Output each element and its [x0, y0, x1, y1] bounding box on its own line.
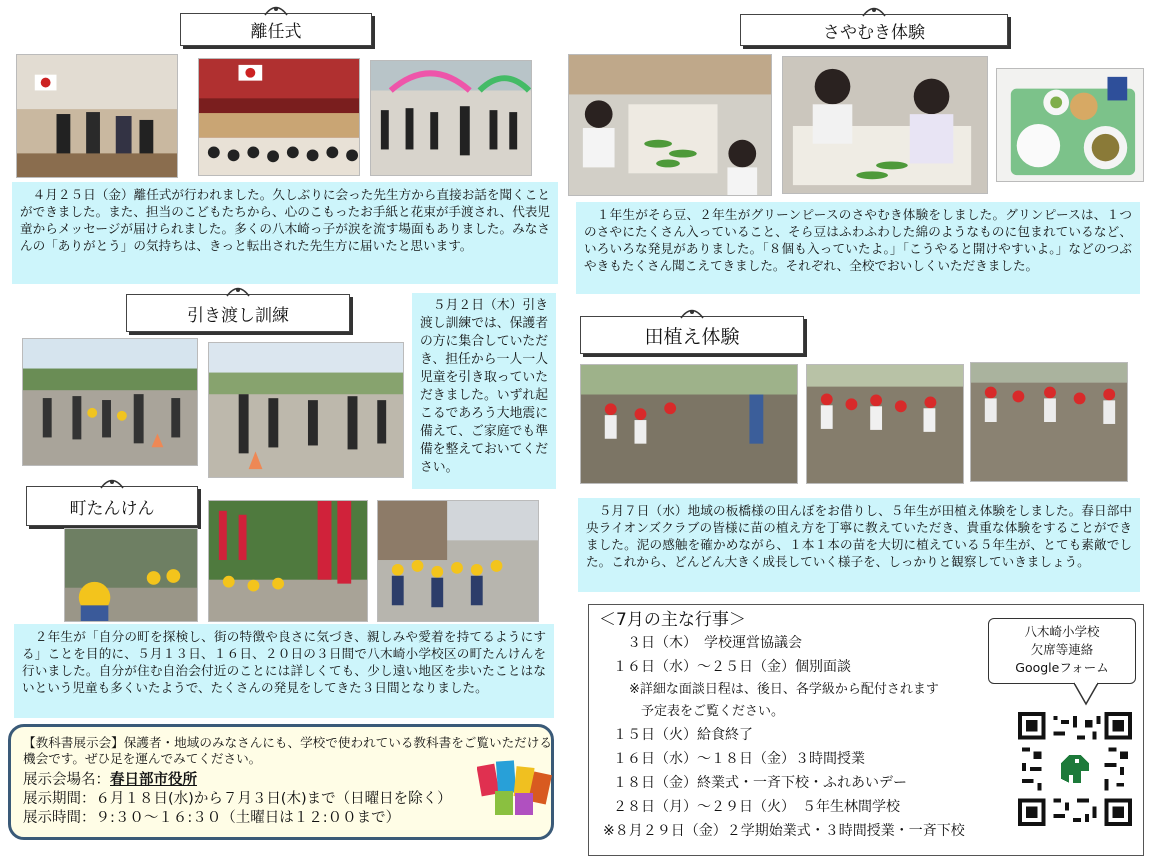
photo-town-1 [64, 528, 198, 622]
textbook-heading: 【教科書展示会】 [23, 735, 124, 750]
clip-icon [261, 4, 291, 16]
textbook-box [8, 724, 554, 840]
event-item: ※８月２９日（金）２学期始業式・３時間授業・一斉下校 [603, 823, 965, 839]
bubble-tail-icon [1072, 682, 1102, 706]
photo-rice-planting-2 [806, 364, 964, 484]
event-item: １８日（金）終業式・一斉下校・ふれあいデー [613, 775, 907, 791]
photo-town-3 [377, 500, 539, 622]
events-title: ＜7月の主な行事＞ [599, 610, 746, 630]
clip-icon [97, 477, 127, 489]
event-item: ２８日（月）～２９日（火） ５年生林間学校 [613, 799, 900, 815]
photo-school-lunch [996, 68, 1144, 182]
photo-town-2 [208, 500, 368, 622]
textbook-illustration-icon [477, 757, 553, 817]
photo-farewell-2 [198, 58, 360, 176]
textbook-period: 展示期間：６月１８日(水)から７月３日(木)まで（日曜日を除く） [23, 791, 452, 807]
qr-line: 欠席等連絡 [1030, 642, 1094, 657]
section-title-text: 町たんけん [69, 498, 155, 519]
qr-line: Googleフォーム [1015, 660, 1109, 675]
photo-rice-planting-1 [580, 364, 798, 484]
text-rininshiki: ４月２５日（金）離任式が行われました。久しぶりに会った先生方から直接お話を聞くことができました。また、担当のこどもたちから、心のこもったお手紙と花束が手渡され、代表児童からメッセージが届けられました。多くの八木崎っ子が涙を流す場面もありました。みなさんの「ありがとう」の気持ちは、きっと転出された先生方に届いたと思います。 [12, 182, 558, 284]
photo-shelling-2 [782, 56, 988, 194]
event-item: 予定表をご覧ください。 [641, 704, 785, 719]
qr-code-icon[interactable] [1018, 712, 1132, 826]
textbook-hours: 展示時間：９:３０～１６:３０（土曜日は１２:００まで） [23, 810, 401, 826]
text-machitanken: ２年生が「自分の町を探検し、街の特徴や良さに気づき、親しみや愛着を持てるようにする」ことを目的に、５月１３日、１６日、２０日の３日間で八木崎小学校区の町たんけんを行いました。自分が住む自治会付近のことには詳しくても、少し遠い地区を歩いたことはないという児童も多くいたようで、たくさんの発見をしてきた３日間となりました。 [14, 624, 554, 718]
section-title-text: さやむき体験 [823, 22, 925, 43]
textbook-intro: 保護者・地域のみなさんにも、学校で使われている教科書をご覧いただける機会です。ぜひ足を運んでみてください。 [23, 735, 552, 766]
text-taue: ５月７日（水）地域の板橋様の田んぼをお借りし、５年生が田植え体験をしました。春日部中央ライオンズクラブの皆様に苗の植え方を丁寧に教えていただき、貴重な体験をすることができました。泥の感触を確かめながら、１本１本の苗を大切に植えている５年生が、とても素敵でした。これから、どんどん大きく成長していく様子を、しっかりと観察していきましょう。 [578, 498, 1140, 592]
section-title-rininshiki [180, 13, 372, 46]
textbook-intro-row [23, 735, 553, 767]
clip-icon [859, 5, 889, 17]
text-sayamuki: １年生がそら豆、２年生がグリーンピースのさやむき体験をしました。グリンピースは、１つのさやにたくさん入っていること、そら豆はふわふわした綿のようなものに包まれているなど、いろいろな発見がありました。「８個も入っていたよ。」「こうやると開けやすいよ。」などのつぶやきもたくさん聞こえてきました。それぞれ、全校でおいしくいただきました。 [576, 202, 1140, 294]
section-title-sayamuki [740, 14, 1008, 46]
event-item: １６日（水）～２５日（金）個別面談 [613, 659, 851, 675]
photo-handover-1 [22, 338, 198, 466]
photo-shelling-1 [568, 54, 772, 196]
qr-line: 八木崎小学校 [1024, 624, 1100, 639]
section-title-text: 田植え体験 [644, 325, 740, 348]
photo-handover-2 [208, 342, 404, 478]
section-title-text: 引き渡し訓練 [187, 305, 289, 326]
qr-speech-bubble [988, 618, 1136, 684]
event-item: ３日（木） 学校運営協議会 [627, 635, 802, 651]
photo-farewell-1 [16, 54, 178, 178]
textbook-venue-label: 展示会場名： [23, 772, 110, 788]
photo-rice-planting-3 [970, 362, 1128, 482]
section-title-taue [580, 316, 804, 354]
clip-icon [223, 285, 253, 297]
clip-icon [677, 307, 707, 319]
section-title-machitanken [26, 486, 198, 526]
textbook-venue: 春日部市役所 [110, 772, 197, 788]
event-item: １５日（火）給食終了 [613, 727, 753, 743]
photo-farewell-3 [370, 60, 532, 176]
section-title-hikiwatashi [126, 294, 350, 332]
textbook-venue-row [23, 771, 539, 790]
section-title-text: 離任式 [250, 22, 302, 42]
text-hikiwatashi: ５月２日（木）引き渡し訓練では、保護者の方に集合していただき、担任から一人一人児童を引き取っていただきました。いずれ起こるであろう大地震に備えて、ご家庭でも準備を整えておいてください。 [412, 293, 556, 489]
event-item: ※詳細な面談日程は、後日、各学級から配付されます [629, 682, 939, 697]
event-item: １６日（水）～１８日（金）３時間授業 [613, 751, 865, 767]
